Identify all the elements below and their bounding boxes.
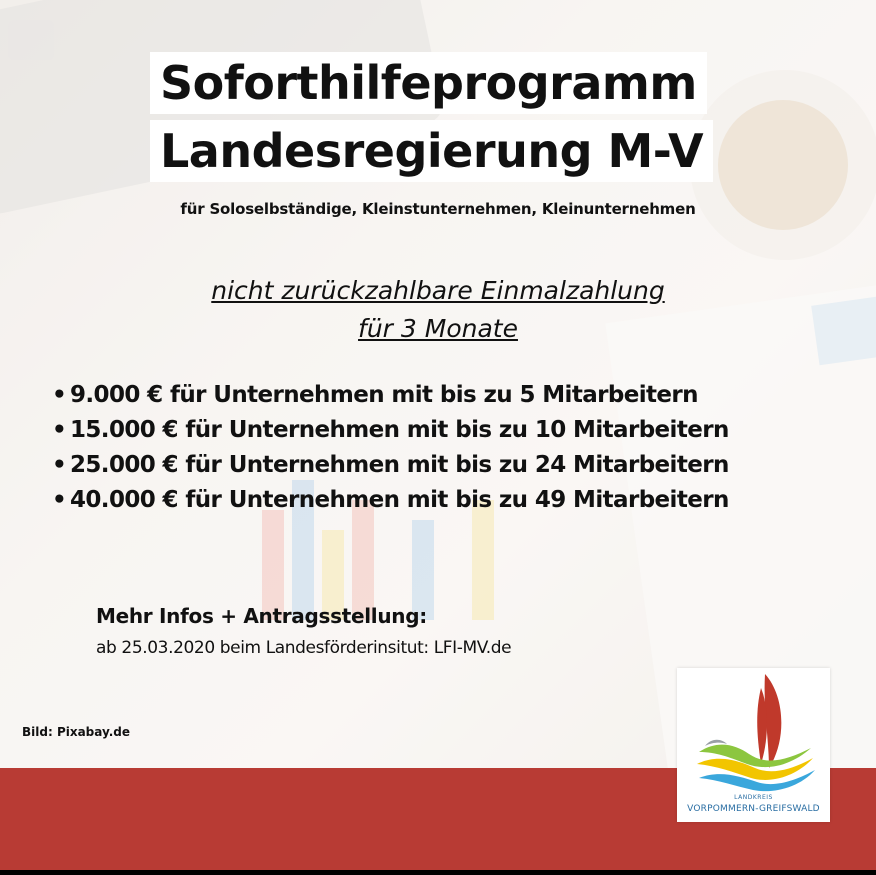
funding-list xyxy=(52,378,729,518)
bullet-icon: • xyxy=(52,487,67,513)
bullet-icon: • xyxy=(52,452,67,478)
funding-item-text: 25.000 € für Unternehmen mit bis zu 24 Mitarbeitern xyxy=(70,452,729,478)
title-line-2: Landesregierung M-V xyxy=(150,120,713,182)
funding-item xyxy=(52,413,729,448)
image-credit: Bild: Pixabay.de xyxy=(22,725,131,739)
intro-line-1: nicht zurückzahlbare Einmalzahlung xyxy=(211,276,665,305)
funding-item-text: 40.000 € für Unternehmen mit bis zu 49 Mitarbeitern xyxy=(70,487,729,513)
title-line-1: Soforthilfeprogramm xyxy=(150,52,707,114)
key-background xyxy=(8,20,54,60)
district-logo xyxy=(677,668,830,822)
funding-item-text: 9.000 € für Unternehmen mit bis zu 5 Mitarbeitern xyxy=(70,382,698,408)
sailboat-logo-icon xyxy=(677,668,830,794)
logo-small-text: LANDKREIS xyxy=(734,794,773,801)
info-text: ab 25.03.2020 beim Landesförderinsitut: LFI-MV.de xyxy=(96,638,512,658)
bullet-icon: • xyxy=(52,382,67,408)
funding-item xyxy=(52,378,729,413)
keyboard-keys-background xyxy=(0,0,30,60)
info-heading: Mehr Infos + Antragsstellung: xyxy=(96,604,427,628)
bullet-icon: • xyxy=(52,417,67,443)
subtitle: für Soloselbständige, Kleinstunternehmen, Kleinunternehmen xyxy=(180,200,696,218)
funding-item xyxy=(52,448,729,483)
logo-name-text: VORPOMMERN-GREIFSWALD xyxy=(687,804,820,814)
funding-item-text: 15.000 € für Unternehmen mit bis zu 10 Mitarbeitern xyxy=(70,417,729,443)
funding-item xyxy=(52,483,729,518)
intro-line-2: für 3 Monate xyxy=(358,314,518,343)
